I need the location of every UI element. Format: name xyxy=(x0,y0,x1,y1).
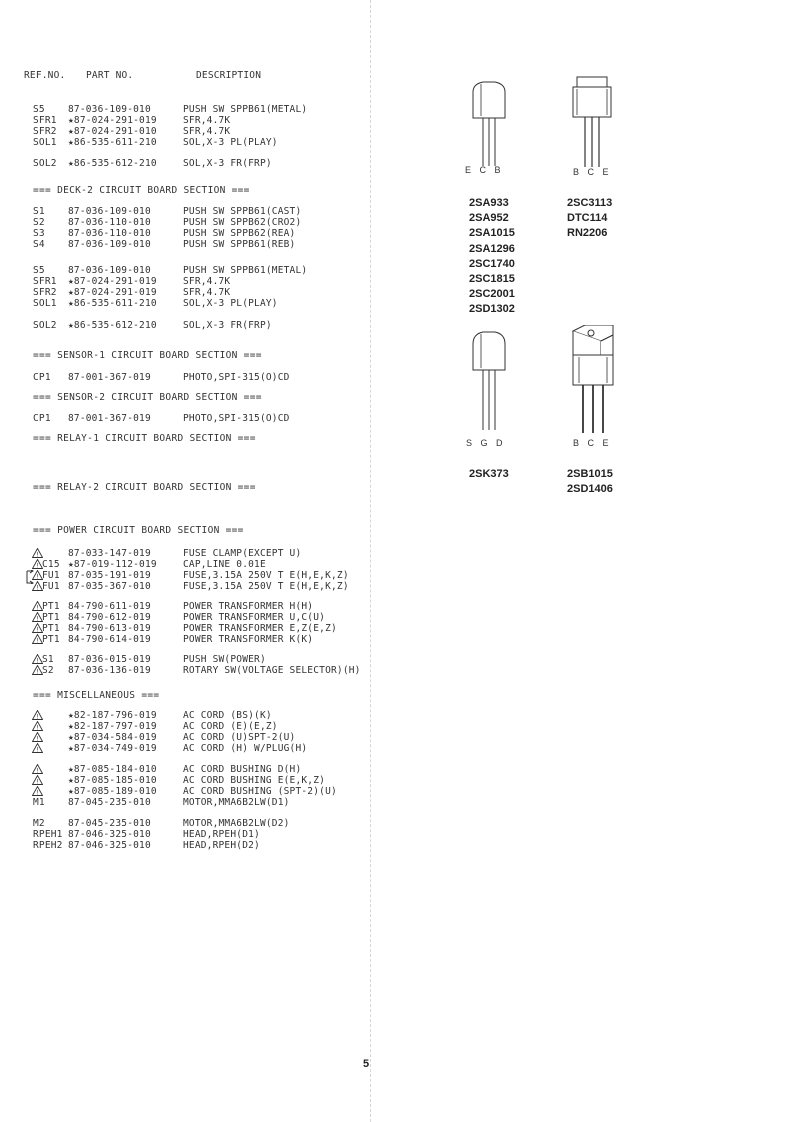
part-cell: ★87-024-291-019 xyxy=(68,287,157,298)
part-cell: 87-036-109-010 xyxy=(68,265,151,276)
desc-cell: HEAD,RPEH(D1) xyxy=(183,829,260,840)
tab-pin-labels: B C E xyxy=(573,167,612,177)
safety-warning-icon xyxy=(32,743,43,753)
part-cell: ★87-034-584-019 xyxy=(68,732,157,743)
desc-cell: SFR,4.7K xyxy=(183,115,231,126)
ref-cell: SOL2 xyxy=(33,320,57,331)
svg-text:!: ! xyxy=(35,626,40,633)
transistor-to92-icon xyxy=(465,80,515,170)
transistor-model: 2SC1815 xyxy=(469,273,515,286)
ref-cell: S5 xyxy=(33,265,45,276)
ref-cell: S2 xyxy=(42,665,54,676)
ref-cell: SOL2 xyxy=(33,158,57,169)
part-cell: 87-036-136-019 xyxy=(68,665,151,676)
part-cell: ★87-085-185-010 xyxy=(68,775,157,786)
part-cell: 84-790-614-019 xyxy=(68,634,151,645)
ref-cell: PT1 xyxy=(42,601,60,612)
column-divider xyxy=(370,0,371,1122)
desc-cell: ROTARY SW(VOLTAGE SELECTOR)(H) xyxy=(183,665,361,676)
ref-cell: M1 xyxy=(33,797,45,808)
transistor-model: 2SD1406 xyxy=(567,483,613,496)
transistor-model: 2SK373 xyxy=(469,468,509,480)
desc-cell: MOTOR,MMA6B2LW(D2) xyxy=(183,818,290,829)
fuse-arrow-icon xyxy=(24,570,34,587)
ref-cell: PT1 xyxy=(42,612,60,623)
transistor-to220-icon xyxy=(565,325,620,437)
ref-cell: FU1 xyxy=(42,570,60,581)
transistor-model: 2SC3113 xyxy=(567,197,613,209)
desc-cell: SOL,X-3 FR(FRP) xyxy=(183,158,272,169)
header-part: PART NO. xyxy=(86,70,134,81)
part-cell: 87-001-367-019 xyxy=(68,413,151,424)
section-power: === POWER CIRCUIT BOARD SECTION === xyxy=(33,525,244,536)
ref-cell: S2 xyxy=(33,217,45,228)
desc-cell: POWER TRANSFORMER U,C(U) xyxy=(183,612,326,623)
part-cell: 87-046-325-010 xyxy=(68,829,151,840)
svg-text:!: ! xyxy=(35,746,40,753)
ref-cell: PT1 xyxy=(42,623,60,634)
part-cell: ★86-535-612-210 xyxy=(68,320,157,331)
desc-cell: POWER TRANSFORMER K(K) xyxy=(183,634,314,645)
transistor-tab-icon xyxy=(567,75,617,170)
part-cell: 87-036-109-010 xyxy=(68,104,151,115)
desc-cell: POWER TRANSFORMER H(H) xyxy=(183,601,314,612)
part-cell: 87-033-147-019 xyxy=(68,548,151,559)
svg-text:!: ! xyxy=(35,724,40,731)
safety-warning-icon xyxy=(32,732,43,742)
part-cell: 87-036-110-010 xyxy=(68,228,151,239)
desc-cell: SFR,4.7K xyxy=(183,287,231,298)
ref-cell: RPEH1 xyxy=(33,829,63,840)
transistor-model: 2SA1015 xyxy=(469,227,515,240)
part-cell: 87-045-235-010 xyxy=(68,818,151,829)
part-cell: 87-036-015-019 xyxy=(68,654,151,665)
desc-cell: CAP,LINE 0.01E xyxy=(183,559,266,570)
transistor-model: 2SB1015 xyxy=(567,468,613,480)
ref-cell: S4 xyxy=(33,239,45,250)
desc-cell: HEAD,RPEH(D2) xyxy=(183,840,260,851)
to220-pin-labels: B C E xyxy=(573,438,612,448)
part-cell: 87-036-109-010 xyxy=(68,239,151,250)
ref-cell: M2 xyxy=(33,818,45,829)
page-number: 5 xyxy=(363,1058,370,1070)
desc-cell: AC CORD BUSHING D(H) xyxy=(183,764,302,775)
transistor-model: RN2206 xyxy=(567,227,608,240)
part-cell: 87-035-191-019 xyxy=(68,570,151,581)
ref-cell: PT1 xyxy=(42,634,60,645)
desc-cell: AC CORD BUSHING (SPT-2)(U) xyxy=(183,786,337,797)
part-cell: ★87-024-291-019 xyxy=(68,115,157,126)
part-cell: 87-046-325-010 xyxy=(68,840,151,851)
header-desc: DESCRIPTION xyxy=(196,70,262,81)
desc-cell: PUSH SW(POWER) xyxy=(183,654,266,665)
part-cell: ★87-019-112-019 xyxy=(68,559,157,570)
ref-cell: SFR2 xyxy=(33,126,57,137)
desc-cell: PHOTO,SPI-315(O)CD xyxy=(183,413,290,424)
fet-model-list xyxy=(469,467,509,482)
desc-cell: FUSE CLAMP(EXCEPT U) xyxy=(183,548,302,559)
ref-cell: SFR1 xyxy=(33,115,57,126)
desc-cell: POWER TRANSFORMER E,Z(E,Z) xyxy=(183,623,337,634)
desc-cell: AC CORD (E)(E,Z) xyxy=(183,721,278,732)
svg-text:!: ! xyxy=(35,735,40,742)
ref-cell: FU1 xyxy=(42,581,60,592)
part-cell: ★82-187-796-019 xyxy=(68,710,157,721)
ref-cell: S1 xyxy=(33,206,45,217)
part-cell: 87-036-110-010 xyxy=(68,217,151,228)
desc-cell: AC CORD BUSHING E(E,K,Z) xyxy=(183,775,326,786)
desc-cell: FUSE,3.15A 250V T E(H,E,K,Z) xyxy=(183,570,349,581)
desc-cell: FUSE,3.15A 250V T E(H,E,K,Z) xyxy=(183,581,349,592)
section-relay2: === RELAY-2 CIRCUIT BOARD SECTION === xyxy=(33,482,256,493)
fet-pin-labels: S G D xyxy=(466,438,506,448)
part-cell: ★87-024-291-019 xyxy=(68,276,157,287)
part-cell: ★86-535-611-210 xyxy=(68,298,157,309)
svg-text:!: ! xyxy=(35,713,40,720)
svg-text:!: ! xyxy=(35,637,40,644)
part-cell: ★87-085-189-010 xyxy=(68,786,157,797)
ref-cell: S1 xyxy=(42,654,54,665)
ref-cell: CP1 xyxy=(33,413,51,424)
part-cell: 84-790-613-019 xyxy=(68,623,151,634)
transistor-model: 2SC1740 xyxy=(469,257,515,270)
transistor-model: 2SC2001 xyxy=(469,288,515,301)
part-cell: ★82-187-797-019 xyxy=(68,721,157,732)
svg-text:!: ! xyxy=(35,604,40,611)
to220-model-list xyxy=(567,467,613,497)
desc-cell: PUSH SW SPPB61(REB) xyxy=(183,239,296,250)
desc-cell: SFR,4.7K xyxy=(183,126,231,137)
part-cell: 87-036-109-010 xyxy=(68,206,151,217)
section-relay1: === RELAY-1 CIRCUIT BOARD SECTION === xyxy=(33,433,256,444)
ref-cell: S5 xyxy=(33,104,45,115)
safety-warning-icon xyxy=(32,775,43,785)
transistor-model: 2SA952 xyxy=(469,212,509,225)
desc-cell: PUSH SW SPPB61(METAL) xyxy=(183,265,308,276)
header-ref: REF.NO. xyxy=(24,70,66,81)
to92-pin-labels: E C B xyxy=(465,165,504,175)
ref-cell: RPEH2 xyxy=(33,840,63,851)
desc-cell: PUSH SW SPPB61(CAST) xyxy=(183,206,302,217)
svg-text:!: ! xyxy=(35,573,40,580)
transistor-model: 2SD1302 xyxy=(469,303,515,316)
part-cell: ★86-535-612-210 xyxy=(68,158,157,169)
part-cell: 87-045-235-010 xyxy=(68,797,151,808)
svg-text:!: ! xyxy=(35,584,40,591)
desc-cell: AC CORD (U)SPT-2(U) xyxy=(183,732,296,743)
desc-cell: PHOTO,SPI-315(O)CD xyxy=(183,372,290,383)
section-deck2: === DECK-2 CIRCUIT BOARD SECTION === xyxy=(33,185,250,196)
svg-text:!: ! xyxy=(35,657,40,664)
svg-text:!: ! xyxy=(35,615,40,622)
section-sensor2: === SENSOR-2 CIRCUIT BOARD SECTION === xyxy=(33,392,262,403)
ref-cell: S3 xyxy=(33,228,45,239)
desc-cell: SOL,X-3 PL(PLAY) xyxy=(183,298,278,309)
ref-cell: SOL1 xyxy=(33,137,57,148)
svg-text:!: ! xyxy=(35,562,40,569)
desc-cell: SOL,X-3 FR(FRP) xyxy=(183,320,272,331)
svg-text:!: ! xyxy=(35,789,40,796)
part-cell: ★87-034-749-019 xyxy=(68,743,157,754)
part-cell: 87-035-367-010 xyxy=(68,581,151,592)
part-cell: 87-001-367-019 xyxy=(68,372,151,383)
ref-cell: SFR1 xyxy=(33,276,57,287)
section-misc: === MISCELLANEOUS === xyxy=(33,690,160,701)
desc-cell: AC CORD (H) W/PLUG(H) xyxy=(183,743,308,754)
desc-cell: PUSH SW SPPB62(CRO2) xyxy=(183,217,302,228)
desc-cell: SOL,X-3 PL(PLAY) xyxy=(183,137,278,148)
ref-cell: CP1 xyxy=(33,372,51,383)
svg-text:!: ! xyxy=(35,778,40,785)
desc-cell: MOTOR,MMA6B2LW(D1) xyxy=(183,797,290,808)
desc-cell: SFR,4.7K xyxy=(183,276,231,287)
safety-warning-icon xyxy=(32,764,43,774)
transistor-model: 2SA933 xyxy=(469,197,509,209)
to92-model-list xyxy=(469,196,515,318)
svg-text:!: ! xyxy=(35,551,40,558)
transistor-fet-icon xyxy=(465,330,515,435)
tab-model-list xyxy=(567,196,612,242)
desc-cell: AC CORD (BS)(K) xyxy=(183,710,272,721)
part-cell: ★87-085-184-010 xyxy=(68,764,157,775)
ref-cell: SFR2 xyxy=(33,287,57,298)
safety-warning-icon xyxy=(32,721,43,731)
ref-cell: SOL1 xyxy=(33,298,57,309)
desc-cell: PUSH SW SPPB61(METAL) xyxy=(183,104,308,115)
safety-warning-icon xyxy=(32,548,43,558)
safety-warning-icon xyxy=(32,786,43,796)
svg-text:!: ! xyxy=(35,767,40,774)
transistor-model: DTC114 xyxy=(567,212,608,225)
ref-cell: C15 xyxy=(42,559,60,570)
part-cell: 84-790-611-019 xyxy=(68,601,151,612)
desc-cell: PUSH SW SPPB62(REA) xyxy=(183,228,296,239)
section-sensor1: === SENSOR-1 CIRCUIT BOARD SECTION === xyxy=(33,350,262,361)
svg-text:!: ! xyxy=(35,668,40,675)
transistor-model: 2SA1296 xyxy=(469,242,515,255)
part-cell: ★86-535-611-210 xyxy=(68,137,157,148)
part-cell: ★87-024-291-010 xyxy=(68,126,157,137)
part-cell: 84-790-612-019 xyxy=(68,612,151,623)
safety-warning-icon xyxy=(32,710,43,720)
